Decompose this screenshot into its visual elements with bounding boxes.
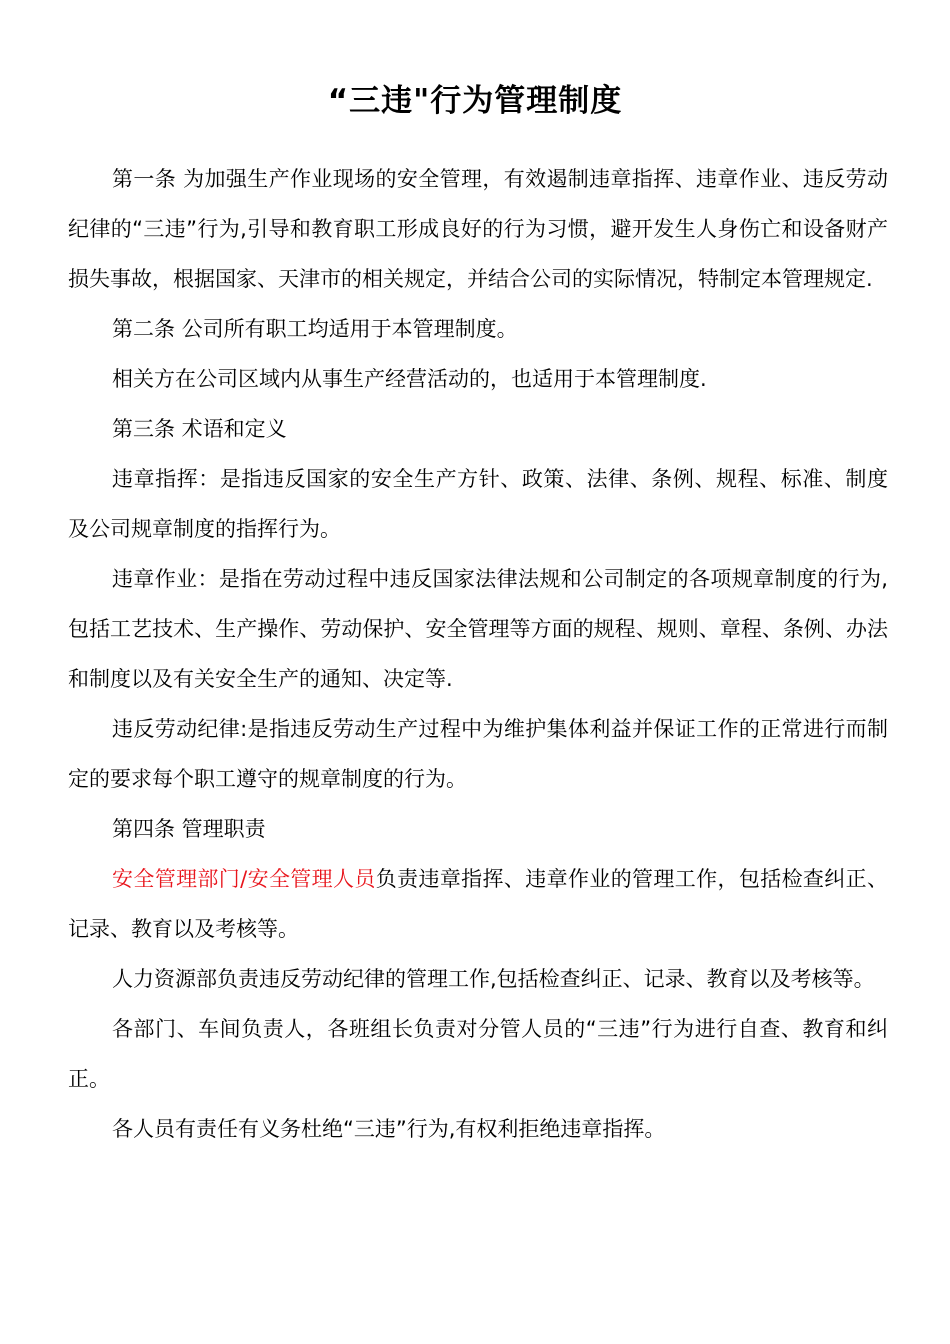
document-body: [68, 154, 888, 1154]
safety-dept-responsibility: [68, 854, 888, 954]
labor-discipline-definition: 违反劳动纪律:是指违反劳动生产过程中为维护集体利益并保证工作的正常进行而制定的要求每个职工遵守的规章制度的行为。: [68, 717, 888, 791]
related-parties-paragraph: 相关方在公司区域内从事生产经营活动的，也适用于本管理制度.: [112, 367, 707, 391]
article-2-paragraph: 第二条 公司所有职工均适用于本管理制度。: [112, 317, 518, 341]
safety-dept-responsibility-text: 负责违章指挥、违章作业的管理工作，包括检查纠正、记录、教育以及考核等。: [68, 867, 889, 941]
article-3-heading: 第三条 术语和定义: [112, 417, 287, 441]
safety-dept-highlight: 安全管理部门/安全管理人员: [112, 867, 376, 891]
violation-command-definition: 违章指挥：是指违反国家的安全生产方针、政策、法律、条例、规程、标准、制度及公司规章制度的指挥行为。: [68, 467, 888, 541]
personnel-responsibility: 各人员有责任有义务杜绝“三违”行为,有权利拒绝违章指挥。: [112, 1117, 666, 1141]
article-4-heading: 第四条 管理职责: [112, 817, 266, 841]
violation-operation-definition: 违章作业：是指在劳动过程中违反国家法律法规和公司制定的各项规章制度的行为,包括工艺技术、生产操作、劳动保护、安全管理等方面的规程、规则、章程、条例、办法和制度以及有关安全生产的通知、决定等.: [68, 567, 888, 691]
hr-dept-responsibility: 人力资源部负责违反劳动纪律的管理工作,包括检查纠正、记录、教育以及考核等。: [112, 967, 875, 991]
department-heads-responsibility: 各部门、车间负责人，各班组长负责对分管人员的“三违”行为进行自查、教育和纠正。: [68, 1017, 888, 1091]
document-title: “三违"行为管理制度: [327, 83, 623, 119]
article-1-paragraph: 第一条 为加强生产作业现场的安全管理，有效遏制违章指挥、违章作业、违反劳动纪律的“三违”行为,引导和教育职工形成良好的行为习惯，避开发生人身伤亡和设备财产损失事故，根据国家、天津市的相关规定，并结合公司的实际情况，特制定本管理规定.: [68, 167, 888, 291]
